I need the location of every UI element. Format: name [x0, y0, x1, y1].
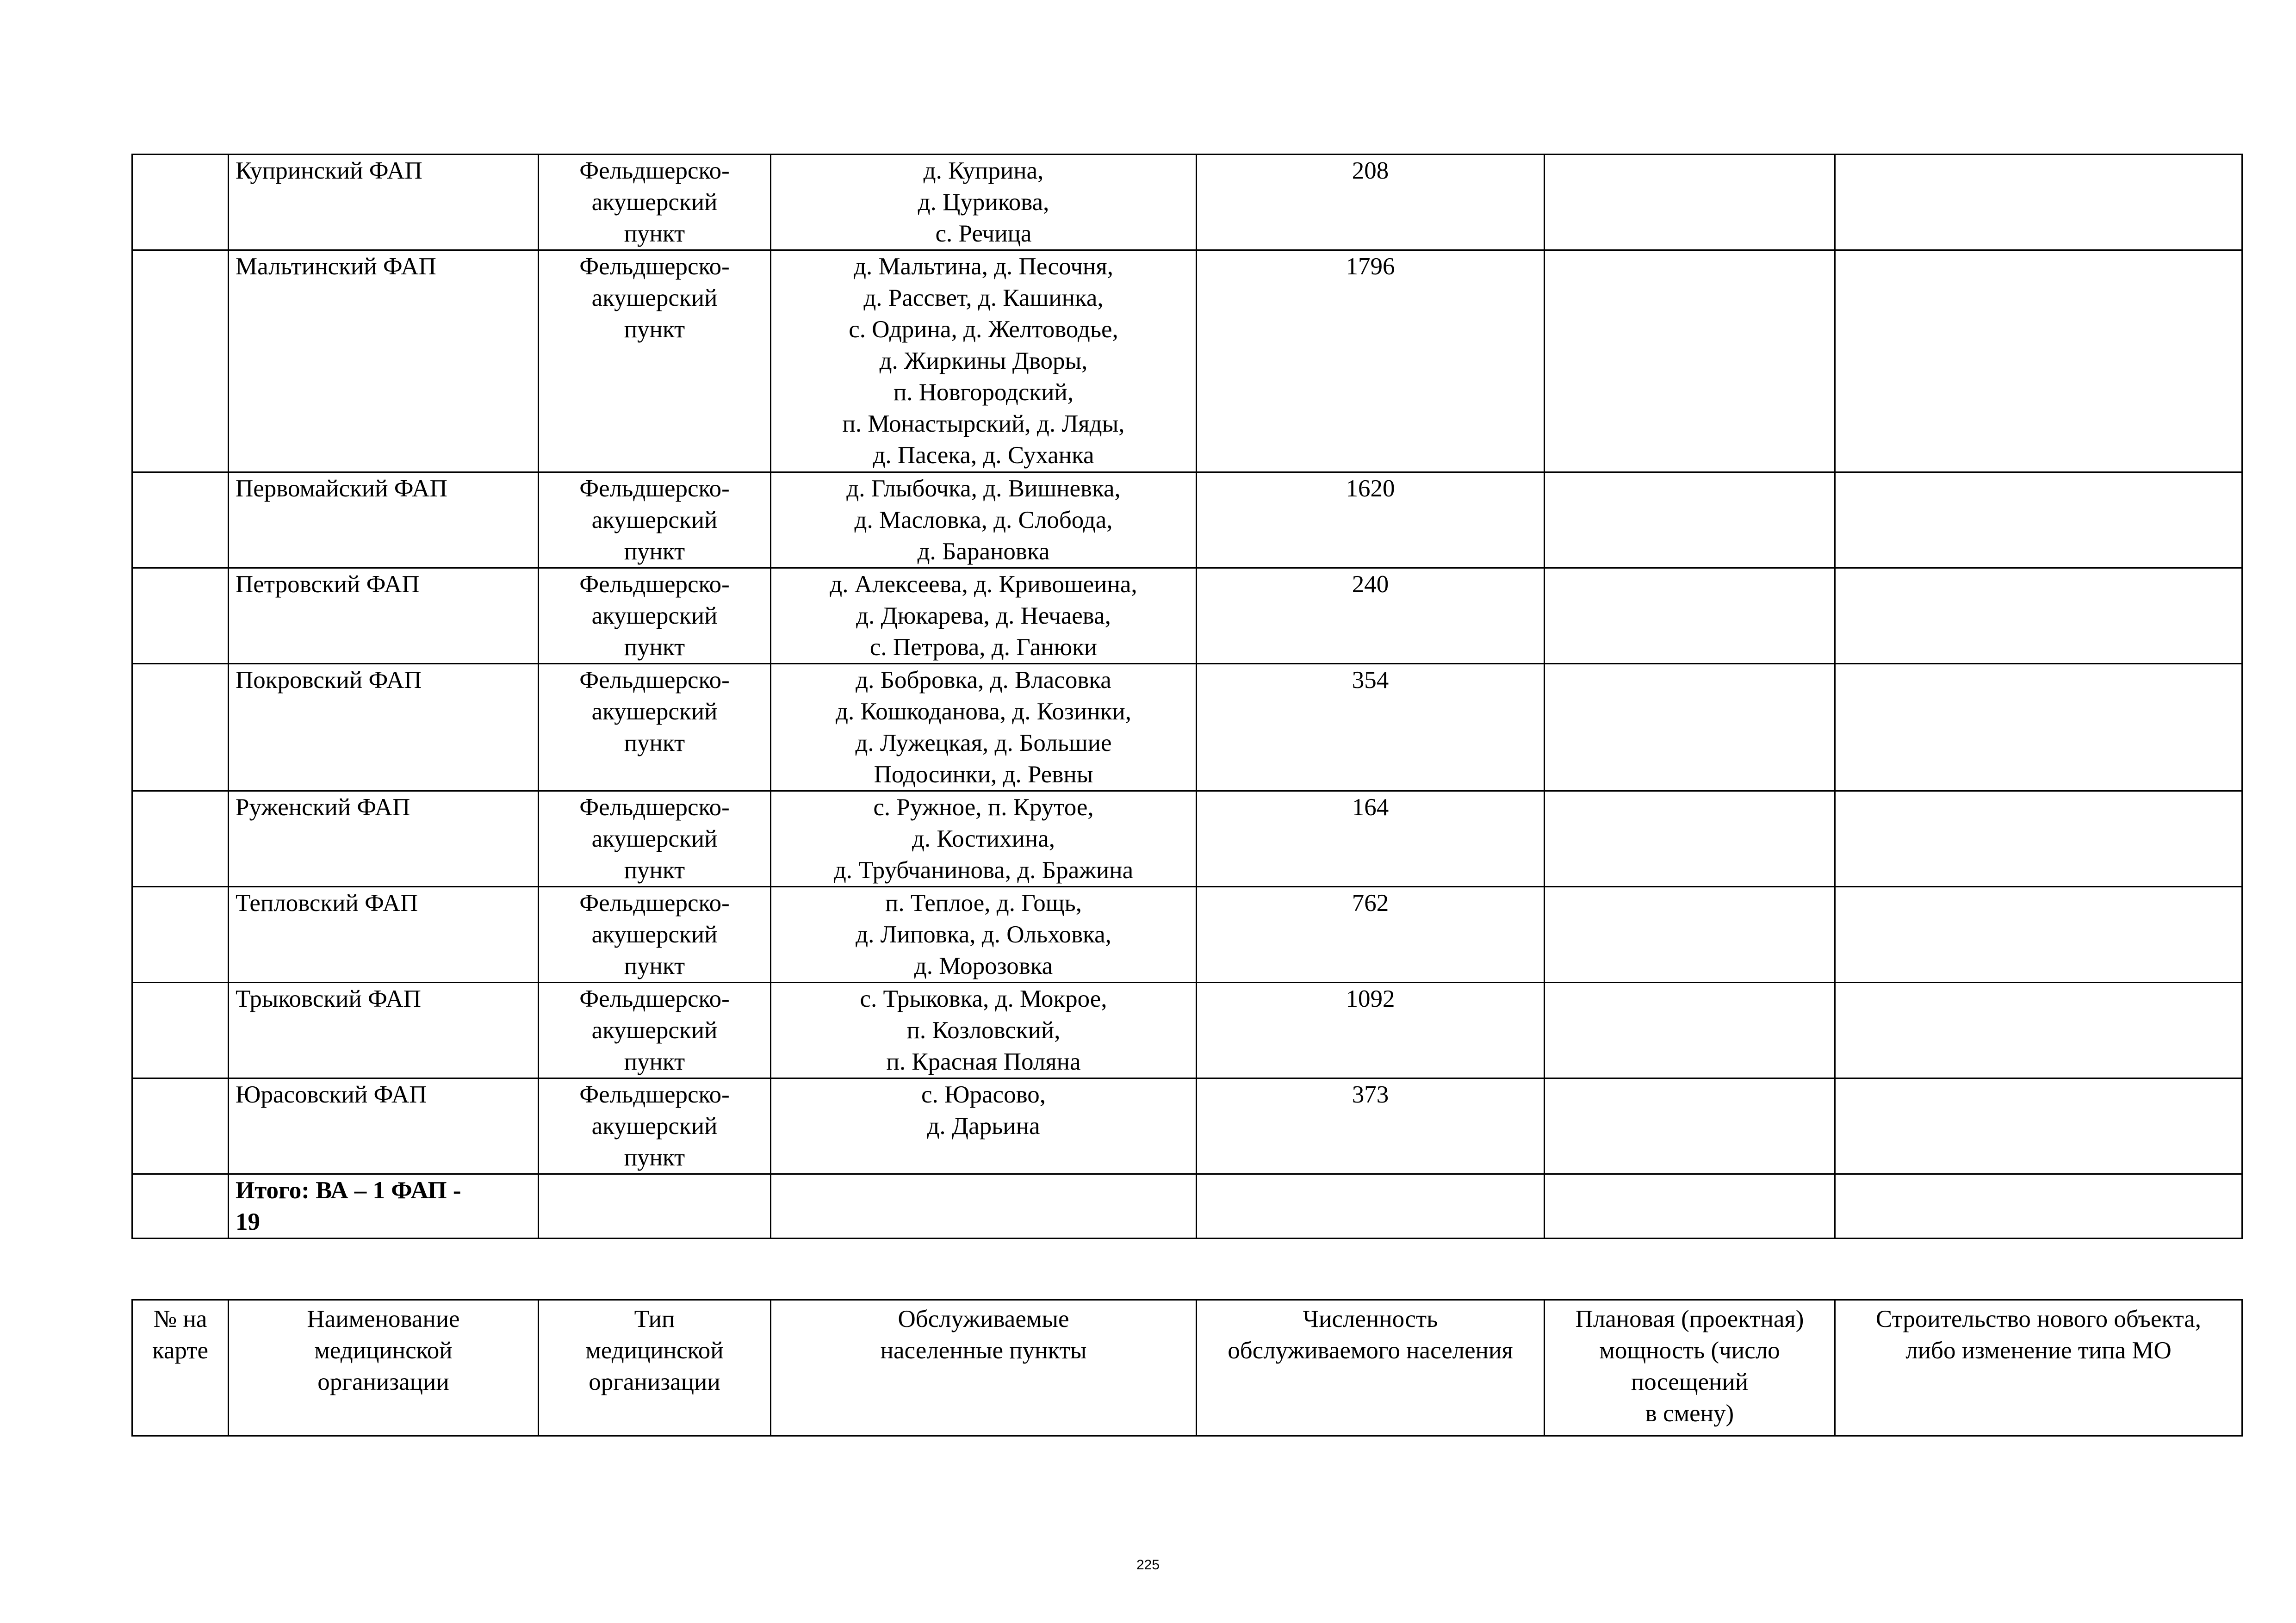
table-row [132, 568, 2242, 664]
table-row [132, 155, 2242, 250]
table-row [132, 664, 2242, 791]
facility-type: Фельдшерско- акушерский пункт [539, 250, 771, 472]
header-construction: Строительство нового объекта, либо изменение типа МО [1835, 1300, 2242, 1436]
served-settlements: д. Глыбочка, д. Вишневка, д. Масловка, д. Слобода, д. Барановка [771, 472, 1197, 568]
table-row [132, 472, 2242, 568]
map-number-cell [132, 791, 229, 887]
facility-type: Фельдшерско- акушерский пункт [539, 791, 771, 887]
capacity-cell [1545, 664, 1835, 791]
population: 762 [1197, 887, 1545, 983]
table-row [132, 887, 2242, 983]
population: 240 [1197, 568, 1545, 664]
population: 1620 [1197, 472, 1545, 568]
served-settlements: д. Куприна, д. Цурикова, с. Речица [771, 155, 1197, 250]
capacity-cell [1545, 472, 1835, 568]
served-settlements: с. Юрасово, д. Дарьина [771, 1078, 1197, 1174]
map-number-cell [132, 155, 229, 250]
map-number-cell [132, 983, 229, 1078]
facility-type: Фельдшерско- акушерский пункт [539, 568, 771, 664]
facility-name: Мальтинский ФАП [229, 250, 539, 472]
header-organization-name: Наименование медицинской организации [229, 1300, 539, 1436]
table-row [132, 250, 2242, 472]
construction-cell [1835, 664, 2242, 791]
table-row [132, 1078, 2242, 1174]
empty-cell [1545, 1174, 1835, 1239]
map-number-cell [132, 472, 229, 568]
population: 208 [1197, 155, 1545, 250]
facility-name: Купринский ФАП [229, 155, 539, 250]
served-settlements: с. Трыковка, д. Мокрое, п. Козловский, п. Красная Поляна [771, 983, 1197, 1078]
served-settlements: д. Бобровка, д. Власовка д. Кошкоданова, д. Козинки, д. Лужецкая, д. Большие Подосинки, д. Ревны [771, 664, 1197, 791]
served-settlements: д. Алексеева, д. Кривошеина, д. Дюкарева, д. Нечаева, с. Петрова, д. Ганюки [771, 568, 1197, 664]
header-map-number: № на карте [132, 1300, 229, 1436]
capacity-cell [1545, 983, 1835, 1078]
map-number-cell [132, 250, 229, 472]
facility-type: Фельдшерско- акушерский пункт [539, 472, 771, 568]
population: 164 [1197, 791, 1545, 887]
header-served-settlements: Обслуживаемые населенные пункты [771, 1300, 1197, 1436]
capacity-cell [1545, 250, 1835, 472]
capacity-cell [1545, 791, 1835, 887]
capacity-cell [1545, 887, 1835, 983]
header-organization-type: Тип медицинской организации [539, 1300, 771, 1436]
served-settlements: д. Мальтина, д. Песочня, д. Рассвет, д. Кашинка, с. Одрина, д. Желтоводье, д. Жиркины Дворы, п. Новгородский, п. Монастырский, д. Ляды, д. Пасека, д. Суханка [771, 250, 1197, 472]
empty-cell [1197, 1174, 1545, 1239]
served-settlements: с. Ружное, п. Крутое, д. Костихина, д. Трубчанинова, д. Бражина [771, 791, 1197, 887]
construction-cell [1835, 472, 2242, 568]
empty-cell [539, 1174, 771, 1239]
header-row [132, 1300, 2242, 1436]
construction-cell [1835, 887, 2242, 983]
construction-cell [1835, 791, 2242, 887]
construction-cell [1835, 1078, 2242, 1174]
construction-cell [1835, 155, 2242, 250]
header-population: Численность обслуживаемого населения [1197, 1300, 1545, 1436]
map-number-cell [132, 568, 229, 664]
capacity-cell [1545, 1078, 1835, 1174]
table-row [132, 791, 2242, 887]
facility-name: Покровский ФАП [229, 664, 539, 791]
total-row [132, 1174, 2242, 1239]
facilities-table [131, 154, 2243, 1239]
empty-cell [1835, 1174, 2242, 1239]
table-row [132, 983, 2242, 1078]
facility-type: Фельдшерско- акушерский пункт [539, 983, 771, 1078]
population: 373 [1197, 1078, 1545, 1174]
facility-name: Юрасовский ФАП [229, 1078, 539, 1174]
facility-name: Трыковский ФАП [229, 983, 539, 1078]
population: 1796 [1197, 250, 1545, 472]
population: 1092 [1197, 983, 1545, 1078]
capacity-cell [1545, 155, 1835, 250]
facility-name: Руженский ФАП [229, 791, 539, 887]
map-number-cell [132, 1174, 229, 1239]
map-number-cell [132, 887, 229, 983]
facility-type: Фельдшерско- акушерский пункт [539, 1078, 771, 1174]
facility-type: Фельдшерско- акушерский пункт [539, 155, 771, 250]
facility-name: Тепловский ФАП [229, 887, 539, 983]
empty-cell [771, 1174, 1197, 1239]
map-number-cell [132, 664, 229, 791]
population: 354 [1197, 664, 1545, 791]
facility-name: Первомайский ФАП [229, 472, 539, 568]
facility-type: Фельдшерско- акушерский пункт [539, 664, 771, 791]
total-label: Итого: ВА – 1 ФАП - 19 [229, 1174, 539, 1239]
map-number-cell [132, 1078, 229, 1174]
facility-name: Петровский ФАП [229, 568, 539, 664]
construction-cell [1835, 568, 2242, 664]
page-number: 225 [1136, 1557, 1160, 1573]
construction-cell [1835, 250, 2242, 472]
header-planned-capacity: Плановая (проектная) мощность (число посещений в смену) [1545, 1300, 1835, 1436]
capacity-cell [1545, 568, 1835, 664]
column-header-table [131, 1299, 2243, 1437]
facility-type: Фельдшерско- акушерский пункт [539, 887, 771, 983]
construction-cell [1835, 983, 2242, 1078]
served-settlements: п. Теплое, д. Гощь, д. Липовка, д. Ольховка, д. Морозовка [771, 887, 1197, 983]
